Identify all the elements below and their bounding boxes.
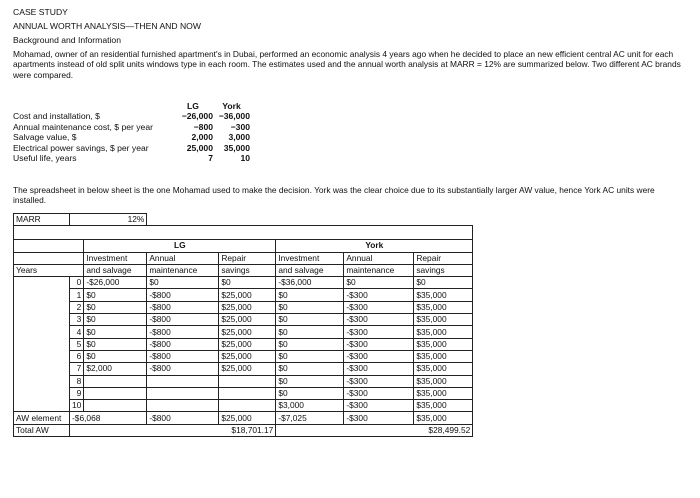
lg-repair-cell[interactable]: $25,000 — [219, 363, 276, 375]
header-row-2 — [14, 264, 473, 276]
lg-maintenance-cell[interactable] — [147, 400, 219, 412]
aw-lg-rep[interactable]: $25,000 — [219, 412, 276, 424]
total-york[interactable]: $28,499.52 — [276, 424, 473, 436]
york-maintenance-cell[interactable]: -$300 — [344, 289, 414, 301]
row-label: Annual maintenance cost, $ per year — [13, 121, 153, 132]
table-row — [14, 326, 473, 338]
york-repair-cell[interactable]: $35,000 — [414, 301, 473, 313]
lg-repair-cell[interactable]: $25,000 — [219, 289, 276, 301]
lg-maintenance-cell[interactable]: -$800 — [147, 350, 219, 362]
aw-lg-inv[interactable]: -$6,068 — [70, 412, 147, 424]
year-cell[interactable]: 10 — [70, 400, 84, 412]
lg-repair-cell[interactable] — [219, 375, 276, 387]
york-investment-cell[interactable]: -$36,000 — [276, 277, 344, 289]
aw-label[interactable]: AW element — [14, 412, 70, 424]
aw-york-rep[interactable]: $35,000 — [414, 412, 473, 424]
row-spacer — [14, 289, 70, 301]
comparison-row — [13, 111, 250, 121]
comparison-row — [13, 122, 250, 132]
lg-maintenance-cell[interactable]: -$800 — [147, 301, 219, 313]
marr-value[interactable]: 12% — [70, 214, 147, 226]
york-maintenance-cell[interactable]: -$300 — [344, 375, 414, 387]
table-row — [14, 314, 473, 326]
york-value: 35,000 — [223, 142, 250, 153]
col-header: and salvage — [84, 264, 147, 276]
york-maintenance-cell[interactable]: -$300 — [344, 387, 414, 399]
lg-value: −26,000 — [181, 111, 213, 122]
year-cell[interactable]: 1 — [70, 289, 84, 301]
lg-repair-cell[interactable] — [219, 400, 276, 412]
york-investment-cell[interactable]: $3,000 — [276, 400, 344, 412]
table-row — [14, 350, 473, 362]
year-cell[interactable]: 5 — [70, 338, 84, 350]
lg-investment-cell[interactable] — [84, 387, 147, 399]
row-spacer — [14, 314, 70, 326]
lg-maintenance-cell[interactable]: -$800 — [147, 289, 219, 301]
lg-maintenance-cell[interactable] — [147, 387, 219, 399]
col-header: Investment — [84, 252, 147, 264]
row-spacer — [14, 350, 70, 362]
header-row-1 — [14, 252, 473, 264]
comparison-table — [13, 101, 250, 163]
york-maintenance-cell[interactable]: -$300 — [344, 350, 414, 362]
york-investment-cell[interactable]: $0 — [276, 363, 344, 375]
col-header: and salvage — [276, 264, 344, 276]
row-label: Cost and installation, $ — [13, 111, 100, 122]
york-repair-cell[interactable]: $35,000 — [414, 375, 473, 387]
header-york: York — [222, 101, 241, 111]
comparison-row — [13, 143, 250, 153]
york-value: −36,000 — [218, 111, 250, 122]
row-spacer — [14, 400, 70, 412]
year-cell[interactable]: 7 — [70, 363, 84, 375]
table-row — [14, 277, 473, 289]
lg-repair-cell[interactable]: $25,000 — [219, 350, 276, 362]
york-investment-cell[interactable]: $0 — [276, 289, 344, 301]
aw-york-maint[interactable]: -$300 — [344, 412, 414, 424]
comparison-row — [13, 153, 250, 163]
york-investment-cell[interactable]: $0 — [276, 387, 344, 399]
year-cell[interactable]: 9 — [70, 387, 84, 399]
table-row — [14, 301, 473, 313]
case-title: ANNUAL WORTH ANALYSIS—THEN AND NOW — [13, 21, 201, 31]
year-cell[interactable]: 8 — [70, 375, 84, 387]
lg-maintenance-cell[interactable]: -$800 — [147, 314, 219, 326]
lg-repair-cell[interactable]: $25,000 — [219, 301, 276, 313]
lg-investment-cell[interactable]: $0 — [84, 314, 147, 326]
row-label: Salvage value, $ — [13, 132, 77, 143]
york-repair-cell[interactable]: $35,000 — [414, 363, 473, 375]
york-repair-cell[interactable]: $35,000 — [414, 326, 473, 338]
lg-maintenance-cell[interactable] — [147, 375, 219, 387]
year-cell[interactable]: 2 — [70, 301, 84, 313]
york-investment-cell[interactable]: $0 — [276, 338, 344, 350]
col-header: Annual — [147, 252, 219, 264]
lg-maintenance-cell[interactable]: -$800 — [147, 326, 219, 338]
lg-maintenance-cell[interactable]: -$800 — [147, 363, 219, 375]
brand-lg: LG — [84, 240, 276, 252]
york-maintenance-cell[interactable]: -$300 — [344, 400, 414, 412]
york-maintenance-cell[interactable]: -$300 — [344, 301, 414, 313]
lg-investment-cell[interactable]: $0 — [84, 326, 147, 338]
row-spacer — [14, 387, 70, 399]
lg-repair-cell[interactable]: $25,000 — [219, 338, 276, 350]
lg-repair-cell[interactable]: $25,000 — [219, 314, 276, 326]
york-investment-cell[interactable]: $0 — [276, 326, 344, 338]
york-value: 10 — [240, 153, 250, 164]
table-row — [14, 289, 473, 301]
york-repair-cell[interactable]: $35,000 — [414, 400, 473, 412]
york-maintenance-cell[interactable]: -$300 — [344, 326, 414, 338]
lg-repair-cell[interactable]: $0 — [219, 277, 276, 289]
col-header: maintenance — [147, 264, 219, 276]
york-maintenance-cell[interactable]: -$300 — [344, 363, 414, 375]
york-maintenance-cell[interactable]: $0 — [344, 277, 414, 289]
lg-value: −800 — [193, 121, 213, 132]
lg-value: 7 — [208, 153, 213, 164]
lg-maintenance-cell[interactable]: -$800 — [147, 338, 219, 350]
york-repair-cell[interactable]: $35,000 — [414, 387, 473, 399]
year-cell[interactable]: 3 — [70, 314, 84, 326]
year-cell[interactable]: 6 — [70, 350, 84, 362]
lg-investment-cell[interactable]: $0 — [84, 289, 147, 301]
lg-investment-cell[interactable]: $2,000 — [84, 363, 147, 375]
total-row — [14, 424, 473, 436]
table-row — [14, 338, 473, 350]
year-cell[interactable]: 0 — [70, 277, 84, 289]
york-investment-cell[interactable]: $0 — [276, 350, 344, 362]
table-row — [14, 375, 473, 387]
years-label: Years — [14, 264, 84, 276]
brand-york: York — [276, 240, 473, 252]
york-value: 3,000 — [228, 132, 250, 143]
year-cell[interactable]: 4 — [70, 326, 84, 338]
col-header: Investment — [276, 252, 344, 264]
york-investment-cell[interactable]: $0 — [276, 375, 344, 387]
col-header: Repair — [414, 252, 473, 264]
lg-investment-cell[interactable]: -$26,000 — [84, 277, 147, 289]
row-spacer — [14, 375, 70, 387]
york-maintenance-cell[interactable]: -$300 — [344, 338, 414, 350]
aw-lg-maint[interactable]: -$800 — [147, 412, 219, 424]
york-investment-cell[interactable]: $0 — [276, 301, 344, 313]
col-header: Repair — [219, 252, 276, 264]
aw-row — [14, 412, 473, 424]
col-header: Annual — [344, 252, 414, 264]
row-spacer — [14, 338, 70, 350]
lg-repair-cell[interactable] — [219, 387, 276, 399]
row-label: Electrical power savings, $ per year — [13, 142, 149, 153]
intro-paragraph: Mohamad, owner of an residential furnished apartment's in Dubai, performed an economic analysis 4 years ago when he decided to place an new efficient central AC unit for each apartments instead of old split units windows type in each room. The estimates used and the annual worth analysis at MARR = 12% are summarized below. Two different AC brands were compared. — [13, 49, 681, 80]
spreadsheet-table — [13, 213, 473, 437]
total-lg[interactable]: $18,701.17 — [70, 424, 276, 436]
row-label: Useful life, years — [13, 153, 77, 164]
york-investment-cell[interactable]: $0 — [276, 314, 344, 326]
row-spacer — [14, 326, 70, 338]
york-repair-cell[interactable]: $35,000 — [414, 314, 473, 326]
york-repair-cell[interactable]: $0 — [414, 277, 473, 289]
york-repair-cell[interactable]: $35,000 — [414, 350, 473, 362]
lg-investment-cell[interactable]: $0 — [84, 301, 147, 313]
york-repair-cell[interactable]: $35,000 — [414, 289, 473, 301]
row-spacer — [14, 277, 70, 289]
lg-investment-cell[interactable]: $0 — [84, 350, 147, 362]
lg-value: 25,000 — [186, 142, 213, 153]
col-header: savings — [414, 264, 473, 276]
spreadsheet-note: The spreadsheet in below sheet is the one Mohamad used to make the decision. York was the clear choice due to its substantially larger AW value, hence York AC units were installed. — [13, 185, 655, 206]
york-repair-cell[interactable]: $35,000 — [414, 338, 473, 350]
aw-york-inv[interactable]: -$7,025 — [276, 412, 344, 424]
marr-label[interactable]: MARR — [14, 214, 70, 226]
table-row — [14, 387, 473, 399]
table-row — [14, 400, 473, 412]
col-header: savings — [219, 264, 276, 276]
york-maintenance-cell[interactable]: -$300 — [344, 314, 414, 326]
lg-value: 2,000 — [191, 132, 213, 143]
col-header: maintenance — [344, 264, 414, 276]
row-spacer — [14, 363, 70, 375]
lg-maintenance-cell[interactable]: $0 — [147, 277, 219, 289]
lg-investment-cell[interactable] — [84, 400, 147, 412]
sheet-body — [14, 277, 473, 412]
lg-repair-cell[interactable]: $25,000 — [219, 326, 276, 338]
table-row — [14, 363, 473, 375]
row-spacer — [14, 301, 70, 313]
york-value: −300 — [230, 121, 250, 132]
case-study-label: CASE STUDY — [13, 7, 68, 17]
lg-investment-cell[interactable]: $0 — [84, 338, 147, 350]
comparison-row — [13, 132, 250, 142]
lg-investment-cell[interactable] — [84, 375, 147, 387]
background-heading: Background and Information — [13, 35, 121, 45]
total-label[interactable]: Total AW — [14, 424, 70, 436]
header-lg: LG — [187, 101, 199, 111]
